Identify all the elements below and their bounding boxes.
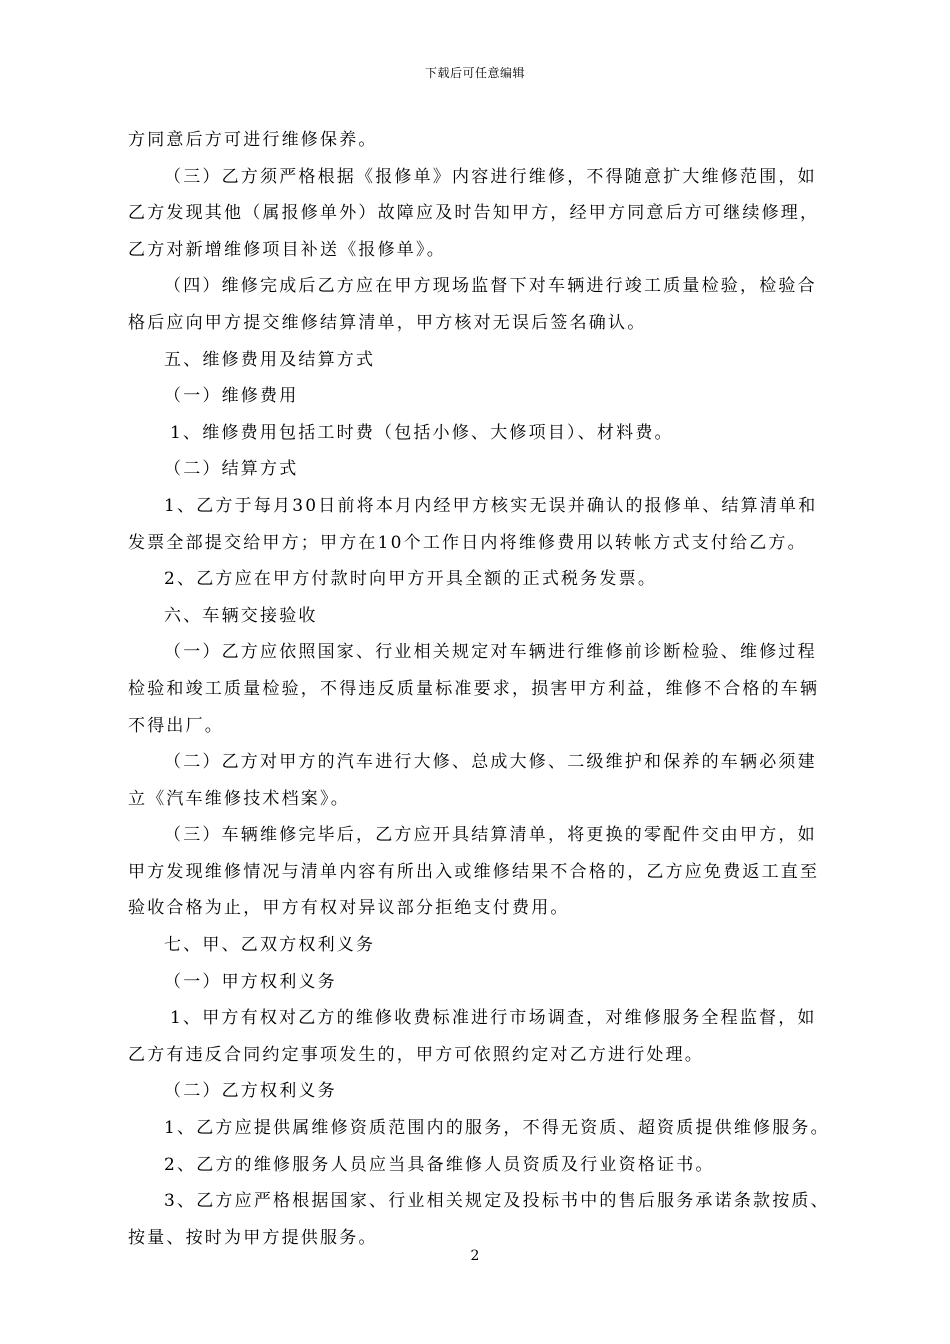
section-heading [128, 927, 828, 964]
text-line: 3、乙方应严格根据国家、行业相关规定及投标书中的售后服务承诺条款按质、 [164, 1191, 830, 1212]
text-line: 乙方发现其他（属报修单外）故障应及时告知甲方，经甲方同意后方可继续修理， [128, 203, 820, 224]
text-line: 验收合格为止，甲方有权对异议部分拒绝支付费用。 [128, 898, 570, 919]
paragraph [128, 1000, 828, 1073]
document-body [128, 122, 828, 1256]
text-line: 1、乙方应提供属维修资质范围内的服务，不得无资质、超资质提供维修服务。 [164, 1118, 830, 1139]
text-line: 七、甲、乙双方权利义务 [164, 935, 376, 956]
text-line: 五、维修费用及结算方式 [164, 349, 376, 370]
text-line: 发票全部提交给甲方；甲方在10个工作日内将维修费用以转帐方式支付给乙方。 [128, 532, 807, 553]
text-line: （二）乙方对甲方的汽车进行大修、总成大修、二级维护和保养的车辆必须建 [164, 752, 817, 773]
paragraph [128, 561, 828, 598]
subsection-heading [128, 1073, 828, 1110]
text-line: 立《汽车维修技术档案》。 [128, 788, 350, 809]
text-line: 检验和竣工质量检验，不得违反质量标准要求，损害甲方利益，维修不合格的车辆 [128, 678, 820, 699]
subsection-heading [128, 451, 828, 488]
paragraph [128, 122, 828, 159]
paragraph [128, 159, 828, 269]
paragraph [128, 268, 828, 341]
text-line: 六、车辆交接验收 [164, 605, 318, 626]
page-number: 2 [470, 1248, 480, 1264]
paragraph [128, 1183, 828, 1256]
paragraph [128, 744, 828, 817]
text-line: （二）结算方式 [164, 459, 299, 480]
subsection-heading [128, 964, 828, 1001]
text-line: （四）维修完成后乙方应在甲方现场监督下对车辆进行竣工质量检验，检验合 [164, 276, 817, 297]
text-line: 乙方有违反合同约定事项发生的，甲方可依照约定对乙方进行处理。 [128, 1044, 704, 1065]
section-heading [128, 598, 828, 635]
text-line: 1、甲方有权对乙方的维修收费标准进行市场调查，对维修服务全程监督，如 [170, 1008, 817, 1029]
text-line: （一）维修费用 [164, 386, 299, 407]
text-line: （三）车辆维修完毕后，乙方应开具结算清单，将更换的零配件交由甲方，如 [164, 825, 817, 846]
text-line: （一）甲方权利义务 [164, 971, 337, 992]
text-line: 格后应向甲方提交维修结算清单，甲方核对无误后签名确认。 [128, 312, 647, 333]
section-heading [128, 342, 828, 379]
text-line: （一）乙方应依照国家、行业相关规定对车辆进行维修前诊断检验、维修过程 [164, 642, 817, 663]
paragraph [128, 488, 828, 561]
text-line: 2、乙方的维修服务人员应当具备维修人员资质及行业资格证书。 [164, 1154, 715, 1175]
text-line: （二）乙方权利义务 [164, 1081, 337, 1102]
text-line: 1、乙方于每月30日前将本月内经甲方核实无误并确认的报修单、结算清单和 [164, 495, 818, 516]
text-line: 不得出厂。 [128, 715, 224, 736]
text-line: 甲方发现维修情况与清单内容有所出入或维修结果不合格的，乙方应免费返工直至 [128, 861, 820, 882]
text-line: （三）乙方须严格根据《报修单》内容进行维修，不得随意扩大维修范围，如 [164, 166, 817, 187]
subsection-heading [128, 378, 828, 415]
text-line: 方同意后方可进行维修保养。 [128, 130, 378, 150]
paragraph [128, 1110, 828, 1147]
paragraph [128, 415, 828, 452]
paragraph [128, 1147, 828, 1184]
text-line: 乙方对新增维修项目补送《报修单》。 [128, 239, 446, 260]
page-header: 下载后可任意编辑 [424, 66, 525, 80]
paragraph [128, 634, 828, 744]
text-line: 按量、按时为甲方提供服务。 [128, 1227, 378, 1248]
paragraph [128, 817, 828, 927]
text-line: 2、乙方应在甲方付款时向甲方开具全额的正式税务发票。 [164, 569, 658, 590]
text-line: 1、维修费用包括工时费（包括小修、大修项目）、材料费。 [170, 422, 674, 443]
